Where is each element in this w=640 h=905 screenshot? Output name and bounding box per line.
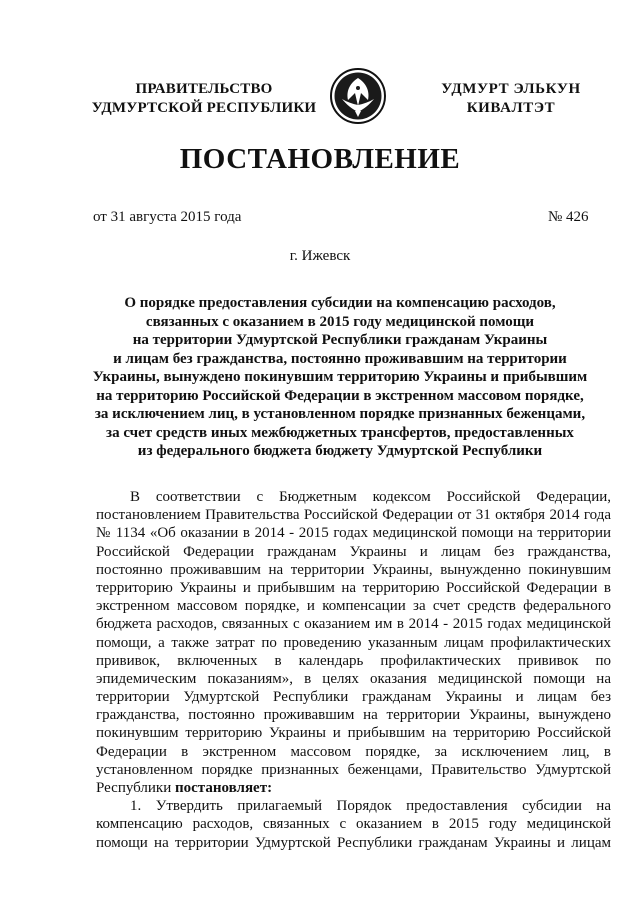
closing-text: Республики [96, 780, 175, 796]
document-number: № 426 [548, 209, 589, 225]
body-line: Российской Федерации гражданам Украины и лицам без гражданства, [96, 543, 611, 560]
item-1-line: 1. Утвердить прилагаемый Порядок предоставления субсидии на [130, 798, 611, 815]
subject-line: за счет средств иных межбюджетных трансфертов, предоставленных [106, 424, 574, 441]
body-line: помощи, а также затрат по проведению указанным лицам профилактических [96, 634, 611, 651]
header-right-line1: УДМУРТ ЭЛЬКУН [441, 81, 581, 97]
item-1-line: компенсацию расходов, связанных с оказанием в 2015 году медицинской [96, 816, 611, 833]
subject-line: О порядке предоставления субсидии на компенсацию расходов, [124, 295, 556, 311]
body-line: постоянно проживавшим на территории Украины, вынужденно покинувшим [96, 561, 611, 578]
subject-line: и лицам без гражданства, постоянно проживавшим на территории [113, 350, 567, 367]
body-line: гражданства, постоянно проживавшим на территории Украины, вынуждено [96, 707, 611, 724]
document-city: г. Ижевск [289, 248, 351, 264]
header-left [88, 80, 320, 118]
body-line: бюджета расходов, связанных с оказанием им в 2014 - 2015 годах медицинской [96, 616, 611, 633]
body-line: экстренном массовом порядке, и компенсации за счет средств федерального [96, 598, 611, 615]
body-line: эпидемическим показаниям», в целях оказания медицинской помощи на [96, 670, 611, 687]
subject-line: Украины, вынуждено покинувшим территорию Украины и прибывшим [92, 369, 588, 385]
body-line: Федерации в экстренном массовом порядке, за исключением лиц, в [96, 743, 611, 760]
body-line: В соответствии с Бюджетным кодексом Российской Федерации, [130, 489, 611, 505]
body-line: № 1134 «Об оказании в 2014 - 2015 годах медицинской помощи на территории [96, 525, 611, 542]
document-subject [80, 294, 600, 461]
header-right-line2: КИВАЛТЭТ [466, 100, 556, 116]
body-line-closing [96, 779, 611, 797]
subject-line: за исключением лиц, в установленном порядке признанных беженцами, [94, 406, 586, 422]
decree-verb: постановляет: [175, 780, 273, 796]
subject-line: связанных с оказанием в 2015 году медицинской помощи [145, 313, 535, 330]
document-date: от 31 августа 2015 года [93, 209, 242, 225]
udmurt-republic-emblem-icon [328, 66, 388, 126]
document-body [96, 488, 611, 852]
body-line: покинувшим территорию Украины и прибывшим на территорию Российской [96, 725, 611, 742]
item-1-line: помощи на территории Удмуртской Республики гражданам Украины и лицам [96, 834, 611, 851]
subject-line: на территории Удмуртской Республики гражданам Украины [132, 332, 548, 348]
body-line: установленном порядке признанных беженцами, Правительство Удмуртской [96, 761, 611, 778]
header-left-line1: ПРАВИТЕЛЬСТВО [135, 81, 273, 97]
body-line: прививок, включенных в календарь профилактических прививок по [96, 652, 611, 669]
body-line: постановлением Правительства Российской Федерации от 31 октября 2014 года [96, 507, 611, 524]
subject-line: на территорию Российской Федерации в экстренном массовом порядке, [96, 387, 584, 404]
body-line: территории Удмуртской Республики гражданам Украины и лицам без [96, 689, 611, 706]
subject-line: из федерального бюджета бюджету Удмуртской Республики [137, 443, 543, 459]
header-left-line2: УДМУРТСКОЙ РЕСПУБЛИКИ [91, 100, 317, 116]
body-line: территорию Украины и прибывшим на территорию Российской Федерации в [96, 579, 611, 596]
document-title: ПОСТАНОВЛЕНИЕ [179, 143, 461, 175]
header-right [430, 80, 592, 118]
